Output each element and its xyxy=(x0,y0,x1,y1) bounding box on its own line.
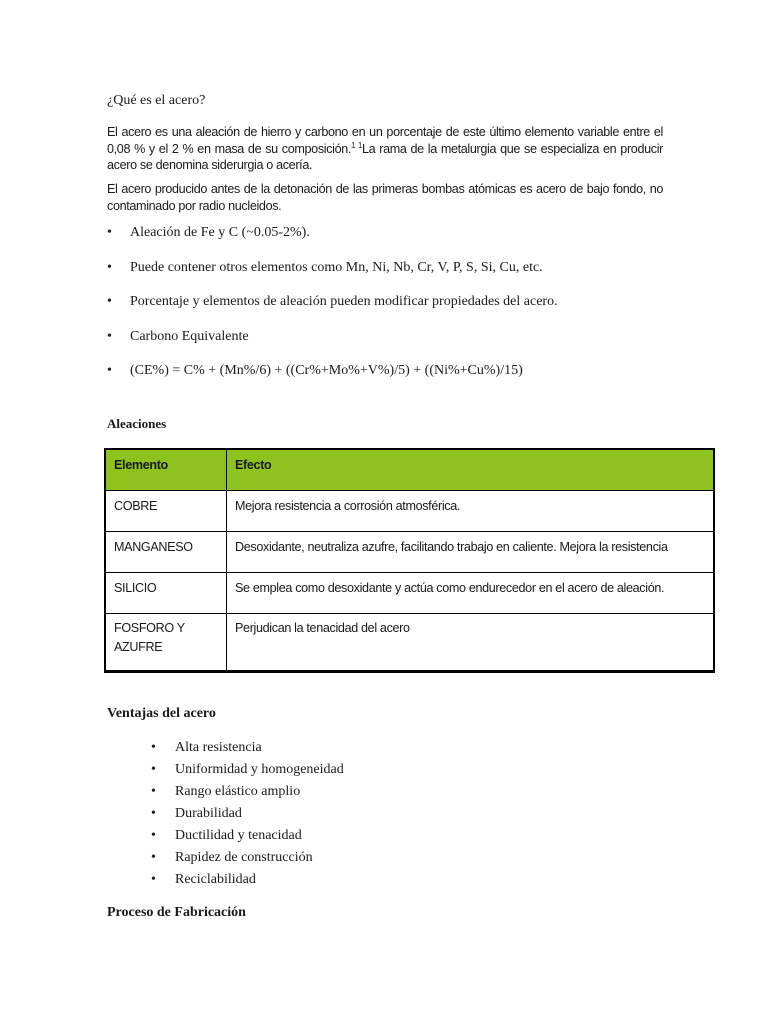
table-header-row xyxy=(105,449,714,491)
table-row xyxy=(105,491,714,532)
column-header-elemento: Elemento xyxy=(105,449,227,491)
bullet-icon: • xyxy=(107,259,112,275)
list-item: • Uniformidad y homogeneidad xyxy=(151,760,344,782)
cell-efecto: Desoxidante, neutraliza azufre, facilitando trabajo en caliente. Mejora la resistencia xyxy=(227,532,715,573)
table-row xyxy=(105,573,714,614)
bullet-icon: • xyxy=(107,294,112,309)
bullet-icon: • xyxy=(151,806,156,821)
bajo-fondo-paragraph: El acero producido antes de la detonación de las primeras bombas atómicas es acero de bajo fondo, no contaminado por radio nucleidos. xyxy=(107,182,663,213)
cell-efecto: Mejora resistencia a corrosión atmosférica. xyxy=(227,491,715,532)
cell-efecto: Se emplea como desoxidante y actúa como endurecedor en el acero de aleación. xyxy=(227,573,715,614)
list-item: • Rango elástico amplio xyxy=(151,782,344,804)
bullet-icon: • xyxy=(107,225,112,240)
properties-list xyxy=(107,222,558,395)
question-heading: ¿Qué es el acero? xyxy=(107,93,206,108)
intro-paragraph xyxy=(107,124,663,174)
bullet-icon: • xyxy=(151,872,156,887)
bullet-icon: • xyxy=(151,828,156,843)
bullet-icon: • xyxy=(107,328,112,344)
bullet-icon: • xyxy=(107,363,112,378)
bullet-icon: • xyxy=(151,762,156,777)
list-item: • Carbono Equivalente xyxy=(107,326,558,361)
table-row xyxy=(105,532,714,573)
footnote-ref: 1 1 xyxy=(351,140,362,150)
cell-elemento: FOSFORO Y AZUFRE xyxy=(105,614,227,672)
list-item: • Ductilidad y tenacidad xyxy=(151,826,344,848)
list-item: • Puede contener otros elementos como Mn, Ni, Nb, Cr, V, P, S, Si, Cu, etc. xyxy=(107,257,558,292)
bullet-icon: • xyxy=(151,740,156,755)
list-item: • Rapidez de construcción xyxy=(151,848,344,870)
ventajas-heading: Ventajas del acero xyxy=(107,706,216,721)
intro-text-b: La rama de la metalurgia que se especializa en producir acero se denomina siderurgia o acería. xyxy=(107,141,663,172)
list-item: • Alta resistencia xyxy=(151,738,344,760)
list-item: • (CE%) = C% + (Mn%/6) + ((Cr%+Mo%+V%)/5) + ((Ni%+Cu%)/15) xyxy=(107,360,558,395)
column-header-efecto: Efecto xyxy=(227,449,715,491)
list-item: • Porcentaje y elementos de aleación pueden modificar propiedades del acero. xyxy=(107,291,558,326)
aleaciones-table xyxy=(104,448,715,673)
proceso-heading: Proceso de Fabricación xyxy=(107,905,246,920)
bullet-icon: • xyxy=(151,850,156,865)
cell-efecto: Perjudican la tenacidad del acero xyxy=(227,614,715,672)
bullet-icon: • xyxy=(151,784,156,799)
list-item: • Aleación de Fe y C (~0.05-2%). xyxy=(107,222,558,257)
list-item: • Reciclabilidad xyxy=(151,870,344,892)
intro-text-a: El acero es una aleación de hierro y carbono en un porcentaje de este último elemento variable entre el 0,08 % y el 2 % en masa de su composición. xyxy=(107,125,663,156)
ventajas-list xyxy=(151,738,344,892)
cell-elemento: SILICIO xyxy=(105,573,227,614)
list-item: • Durabilidad xyxy=(151,804,344,826)
aleaciones-heading: Aleaciones xyxy=(107,416,167,431)
cell-elemento: MANGANESO xyxy=(105,532,227,573)
table-row xyxy=(105,614,714,672)
cell-elemento: COBRE xyxy=(105,491,227,532)
